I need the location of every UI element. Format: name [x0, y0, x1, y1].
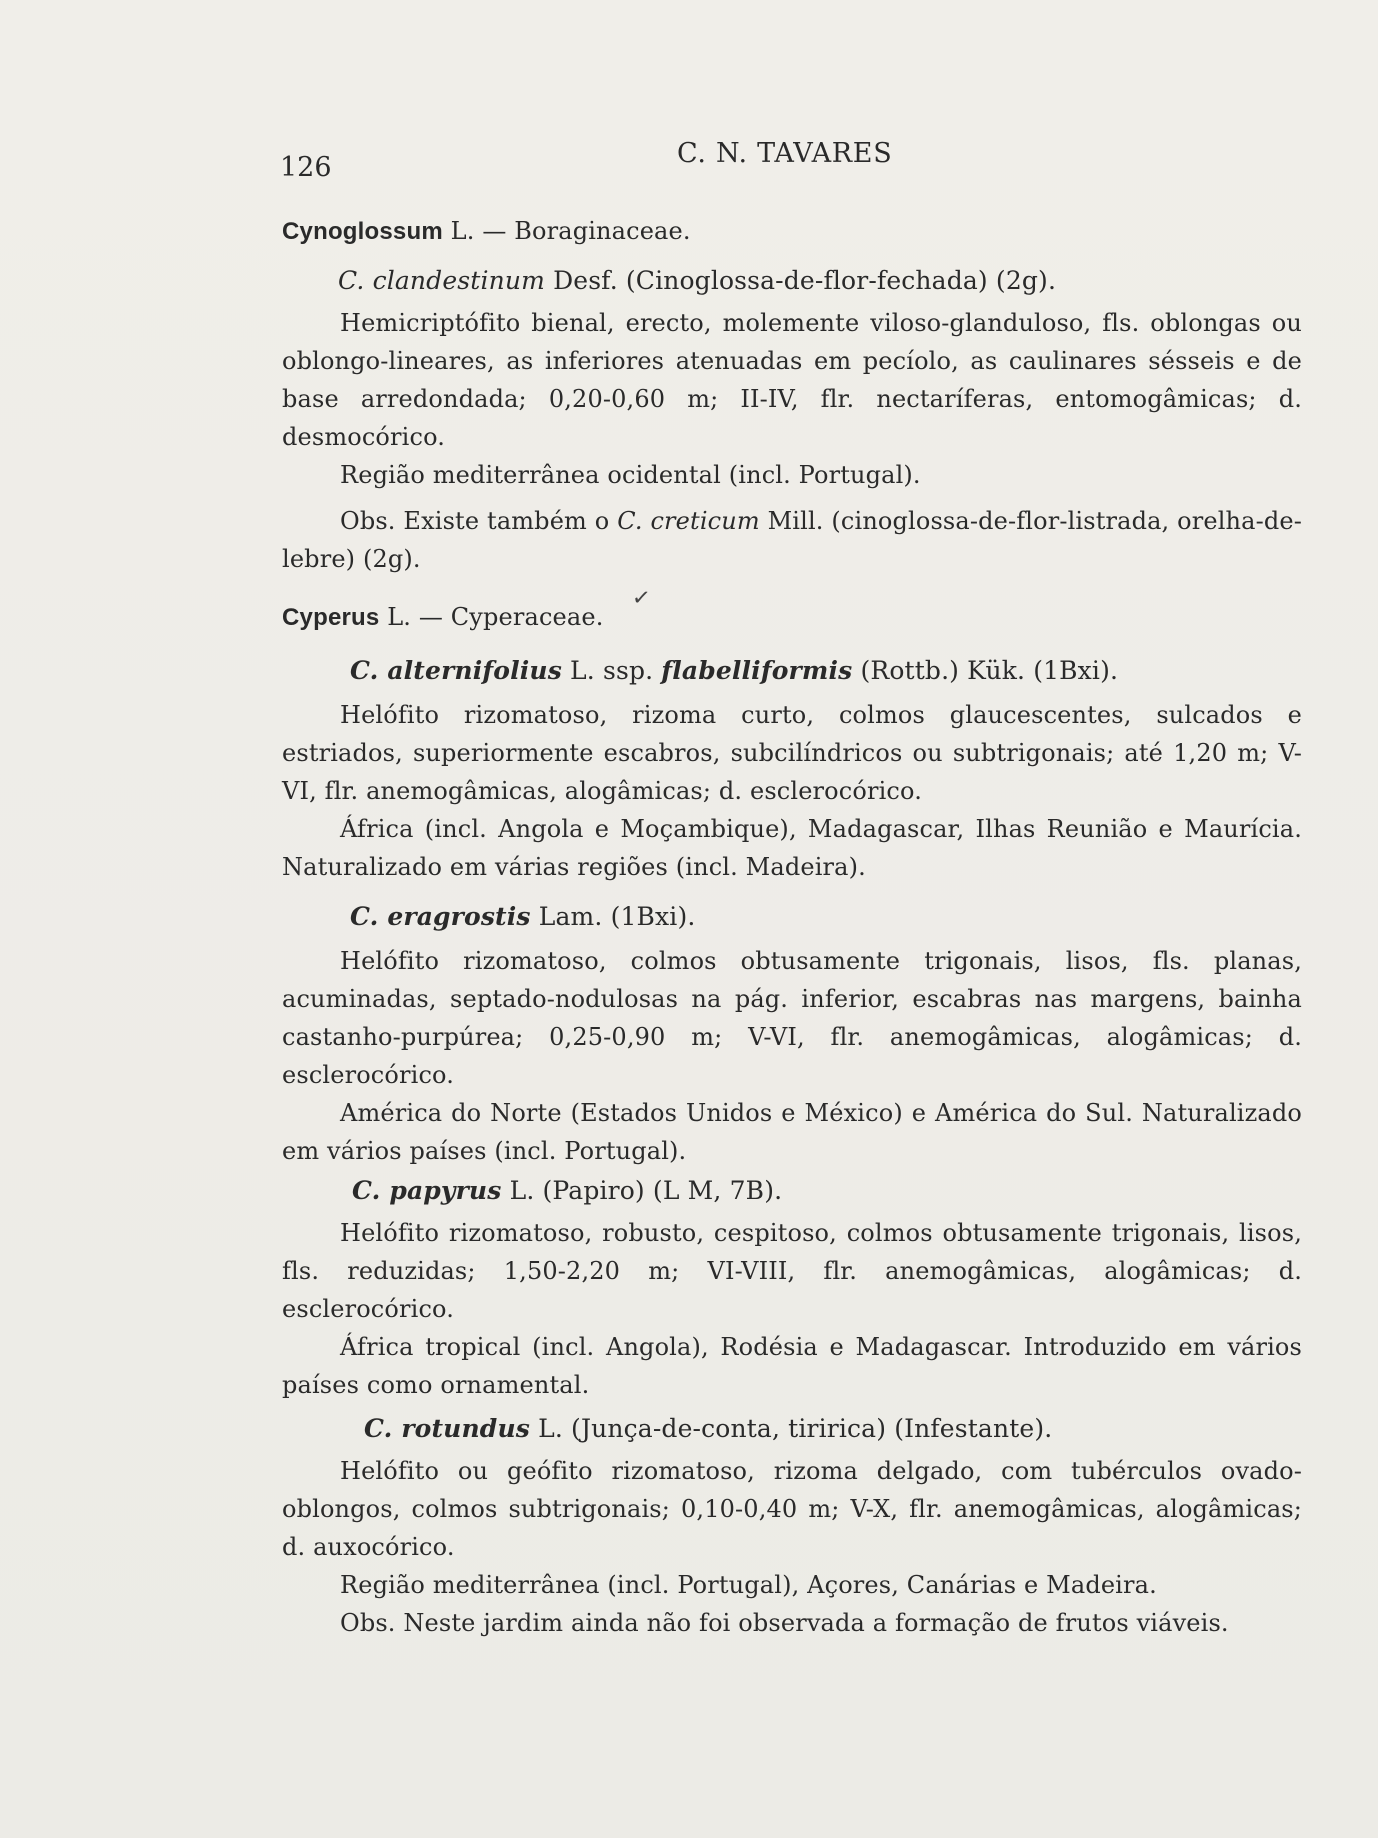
- genus-family: L. — Cyperaceae.: [379, 603, 604, 631]
- genus-name: Cynoglossum: [282, 218, 443, 245]
- genus-name: Cyperus: [282, 604, 380, 631]
- description-text: Helófito ou geófito rizomatoso, rizoma delgado, com tubérculos ovado-oblongos, colmos subtrigonais; 0,10-0,40 m; V-X, flr. anemogâmicas, alogâmicas; d. auxocórico.: [282, 1457, 1302, 1561]
- handwritten-check-mark: ✓: [630, 585, 652, 612]
- genus-heading-cyperus: [282, 598, 1302, 637]
- page-number: 126: [280, 152, 332, 183]
- species-heading-alternifolius: [350, 652, 1300, 690]
- species-authority-2: (Rottb.) Kük. (1Bxi).: [852, 656, 1119, 685]
- species-authority: L. (Papiro) (L M, 7B).: [501, 1176, 783, 1205]
- obs-species: C. creticum: [617, 507, 760, 535]
- species-description: [282, 696, 1302, 886]
- description-text: Helófito rizomatoso, colmos obtusamente trigonais, lisos, fls. planas, acuminadas, septado-nodulosas na pág. inferior, escabras nas margens, bainha castanho-purpúrea; 0,25-0,90 m; V-VI, flr. anemogâmicas, alogâmicas; d. esclerocórico.: [282, 947, 1302, 1089]
- distribution-text: Região mediterrânea (incl. Portugal), Açores, Canárias e Madeira.: [340, 1571, 1157, 1599]
- species-authority: Desf. (Cinoglossa-de-flor-fechada) (2g).: [544, 266, 1057, 295]
- distribution-text: África tropical (incl. Angola), Rodésia e Madagascar. Introduzido em vários países como ornamental.: [282, 1333, 1302, 1399]
- species-name: C. rotundus: [364, 1414, 530, 1443]
- species-description: [282, 1214, 1302, 1404]
- observation-note: [282, 1604, 1302, 1642]
- distribution-text: América do Norte (Estados Unidos e México) e América do Sul. Naturalizado em vários países (incl. Portugal).: [282, 1099, 1302, 1165]
- species-name: C. alternifolius: [350, 656, 562, 685]
- species-name: C. eragrostis: [350, 902, 531, 931]
- subspecies-name: flabelliformis: [661, 656, 853, 685]
- species-name: C. papyrus: [352, 1176, 502, 1205]
- running-head-author: C. N. TAVARES: [677, 138, 893, 169]
- species-authority-1: L. ssp.: [561, 656, 662, 685]
- species-description: [282, 304, 1302, 494]
- species-name: C. clandestinum: [338, 266, 545, 295]
- species-heading-rotundus: [364, 1410, 1304, 1448]
- page-header: [280, 132, 1180, 183]
- species-heading-eragrostis: [350, 898, 1300, 936]
- species-heading-papyrus: [352, 1172, 1302, 1210]
- genus-family: L. — Boraginaceae.: [442, 217, 691, 245]
- species-description: [282, 1452, 1302, 1604]
- obs-prefix: Obs. Existe também o: [340, 507, 618, 535]
- genus-heading-cynoglossum: [282, 212, 1302, 251]
- distribution-text: África (incl. Angola e Moçambique), Madagascar, Ilhas Reunião e Maurícia. Naturalizado em várias regiões (incl. Madeira).: [282, 815, 1302, 881]
- species-authority: Lam. (1Bxi).: [530, 902, 696, 931]
- description-text: Helófito rizomatoso, rizoma curto, colmos glaucescentes, sulcados e estriados, superiormente escabros, subcilíndricos ou subtrigonais; até 1,20 m; V-VI, flr. anemogâmicas, alogâmicas; d. esclerocórico.: [282, 701, 1302, 805]
- species-description: [282, 942, 1302, 1170]
- distribution-text: Região mediterrânea ocidental (incl. Portugal).: [340, 461, 921, 489]
- observation-note: [282, 502, 1302, 578]
- obs-text: Obs. Neste jardim ainda não foi observada a formação de frutos viáveis.: [340, 1609, 1229, 1637]
- description-text: Hemicriptófito bienal, erecto, molemente viloso-glanduloso, fls. oblongas ou oblongo-lineares, as inferiores atenuadas em pecíolo, as caulinares sésseis e de base arredondada; 0,20-0,60 m; II-IV, flr. nectaríferas, entomogâmicas; d. desmocórico.: [282, 309, 1302, 451]
- species-heading-clandestinum: [338, 262, 1298, 300]
- species-authority: L. (Junça-de-conta, tiririca) (Infestante).: [530, 1414, 1053, 1443]
- description-text: Helófito rizomatoso, robusto, cespitoso, colmos obtusamente trigonais, lisos, fls. reduzidas; 1,50-2,20 m; VI-VIII, flr. anemogâmicas, alogâmicas; d. esclerocórico.: [282, 1219, 1302, 1323]
- obs-rest: Mill. (cinoglossa-de-flor-listrada, orelha-de-lebre) (2g).: [282, 507, 1302, 573]
